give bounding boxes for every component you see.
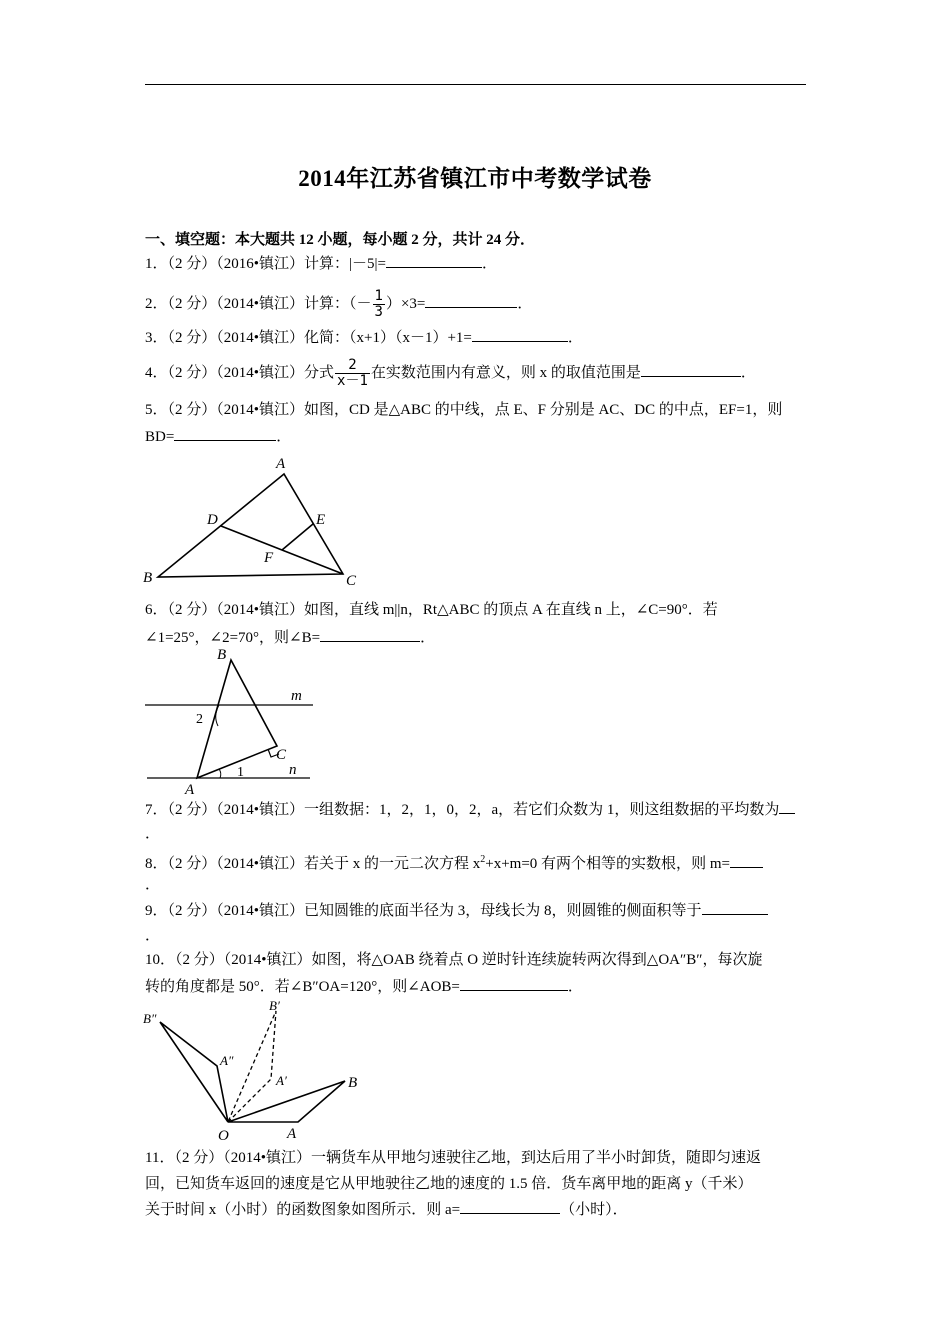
q7-text: 7．（2 分）（2014•镇江）一组数据：1，2，1，0，2，a，若它们众数为 1，则这组数据的平均数为	[145, 802, 780, 818]
q11-end: （小时）．	[560, 1202, 628, 1218]
q8-suffix: +x+m=0 有两个相等的实数根，则 m=	[485, 856, 730, 872]
question-11-line2: 回，已知货车返回的速度是它从甲地驶往乙地的速度的 1.5 倍．货车离甲地的距离 y（千米）	[145, 1176, 753, 1192]
page-title: 2014年江苏省镇江市中考数学试卷	[298, 166, 652, 191]
q8-prefix: 8．（2 分）（2014•镇江）若关于 x 的一元二次方程 x	[145, 856, 481, 872]
question-8-line2: ．	[145, 877, 161, 893]
label-b: B	[143, 570, 153, 586]
q4-end: ．	[740, 364, 756, 381]
section-heading: 一、填空题：本大题共 12 小题，每小题 2 分，共计 24 分．	[145, 232, 536, 248]
q2-prefix: 2．（2 分）（2014•镇江）计算：（－	[145, 295, 372, 312]
triangle-oa2b2	[160, 1022, 228, 1122]
question-11-line3	[145, 1199, 628, 1220]
q10-end: ．	[567, 979, 583, 995]
q6-end: ．	[420, 630, 436, 646]
q1-end: ．	[481, 256, 497, 272]
label-o: O	[218, 1128, 229, 1144]
label-b: B	[217, 647, 227, 663]
label-c: C	[276, 747, 287, 763]
question-10-line1: 10．（2 分）（2014•镇江）如图，将△OAB 绕着点 O 逆时针连续旋转两次得到△OA″B″，每次旋	[145, 952, 763, 968]
label-f: F	[264, 550, 274, 566]
q11-answer-blank[interactable]	[460, 1199, 560, 1214]
q3-end: ．	[567, 330, 583, 346]
label-c: C	[346, 573, 357, 589]
label-a: A	[185, 782, 195, 798]
label-a-prime: A′	[276, 1073, 287, 1088]
q11-line3-text: 关于时间 x（小时）的函数图象如图所示．则 a=	[145, 1202, 461, 1218]
label-angle-1: 1	[237, 765, 244, 780]
question-11-line1: 11．（2 分）（2014•镇江）一辆货车从甲地匀速驶往乙地，到达后用了半小时卸货，随即匀速返	[145, 1150, 761, 1166]
label-b: B	[348, 1075, 358, 1091]
q4-suffix: 在实数范围内有意义，则 x 的取值范围是	[370, 364, 641, 381]
q8-superscript: 2	[480, 854, 486, 865]
label-d: D	[207, 512, 218, 528]
q3-text: 3．（2 分）（2014•镇江）化简：（x+1）（x－1）+1=	[145, 330, 472, 346]
question-7-line2: ．	[145, 826, 161, 842]
q5-line2-text: BD=	[145, 429, 175, 445]
q1-text: 1．（2 分）（2016•镇江）计算：|－5|=	[145, 256, 386, 272]
triangle-oa1b1	[228, 1011, 276, 1122]
label-b-prime: B′	[269, 998, 280, 1013]
label-angle-2: 2	[196, 712, 203, 727]
q10-line2-text: 转的角度都是 50°．若∠B″OA=120°，则∠AOB=	[145, 979, 460, 995]
q2-end: ．	[517, 295, 533, 312]
q9-text: 9．（2 分）（2014•镇江）已知圆锥的底面半径为 3，母线长为 8，则圆锥的侧面积等于	[145, 903, 702, 919]
label-n: n	[289, 762, 297, 778]
q4-fraction: $\frac{2}{x-1}$	[337, 357, 368, 389]
label-a: A	[287, 1126, 297, 1142]
label-a-double-prime: A″	[220, 1053, 234, 1068]
label-a: A	[276, 456, 286, 472]
question-5-line1: 5．（2 分）（2014•镇江）如图，CD 是△ABC 的中线，点 E、F 分别是 AC、DC 的中点，EF=1，则	[145, 402, 783, 418]
q6-line2-text: ∠1=25°，∠2=70°，则∠B=	[145, 630, 321, 646]
label-e: E	[316, 512, 326, 528]
q2-fraction: $\frac{1}{3}$	[374, 288, 383, 320]
label-b-double-prime: B″	[143, 1011, 157, 1026]
q4-prefix: 4．（2 分）（2014•镇江）分式	[145, 364, 335, 381]
q5-end: ．	[276, 429, 292, 445]
question-9-line2: ．	[145, 928, 161, 944]
q2-suffix: ）×3=	[385, 295, 426, 312]
question-6-line1: 6．（2 分）（2014•镇江）如图，直线 m||n，Rt△ABC 的顶点 A 在直线 n 上，∠C=90°．若	[145, 602, 718, 618]
label-m: m	[291, 688, 302, 704]
